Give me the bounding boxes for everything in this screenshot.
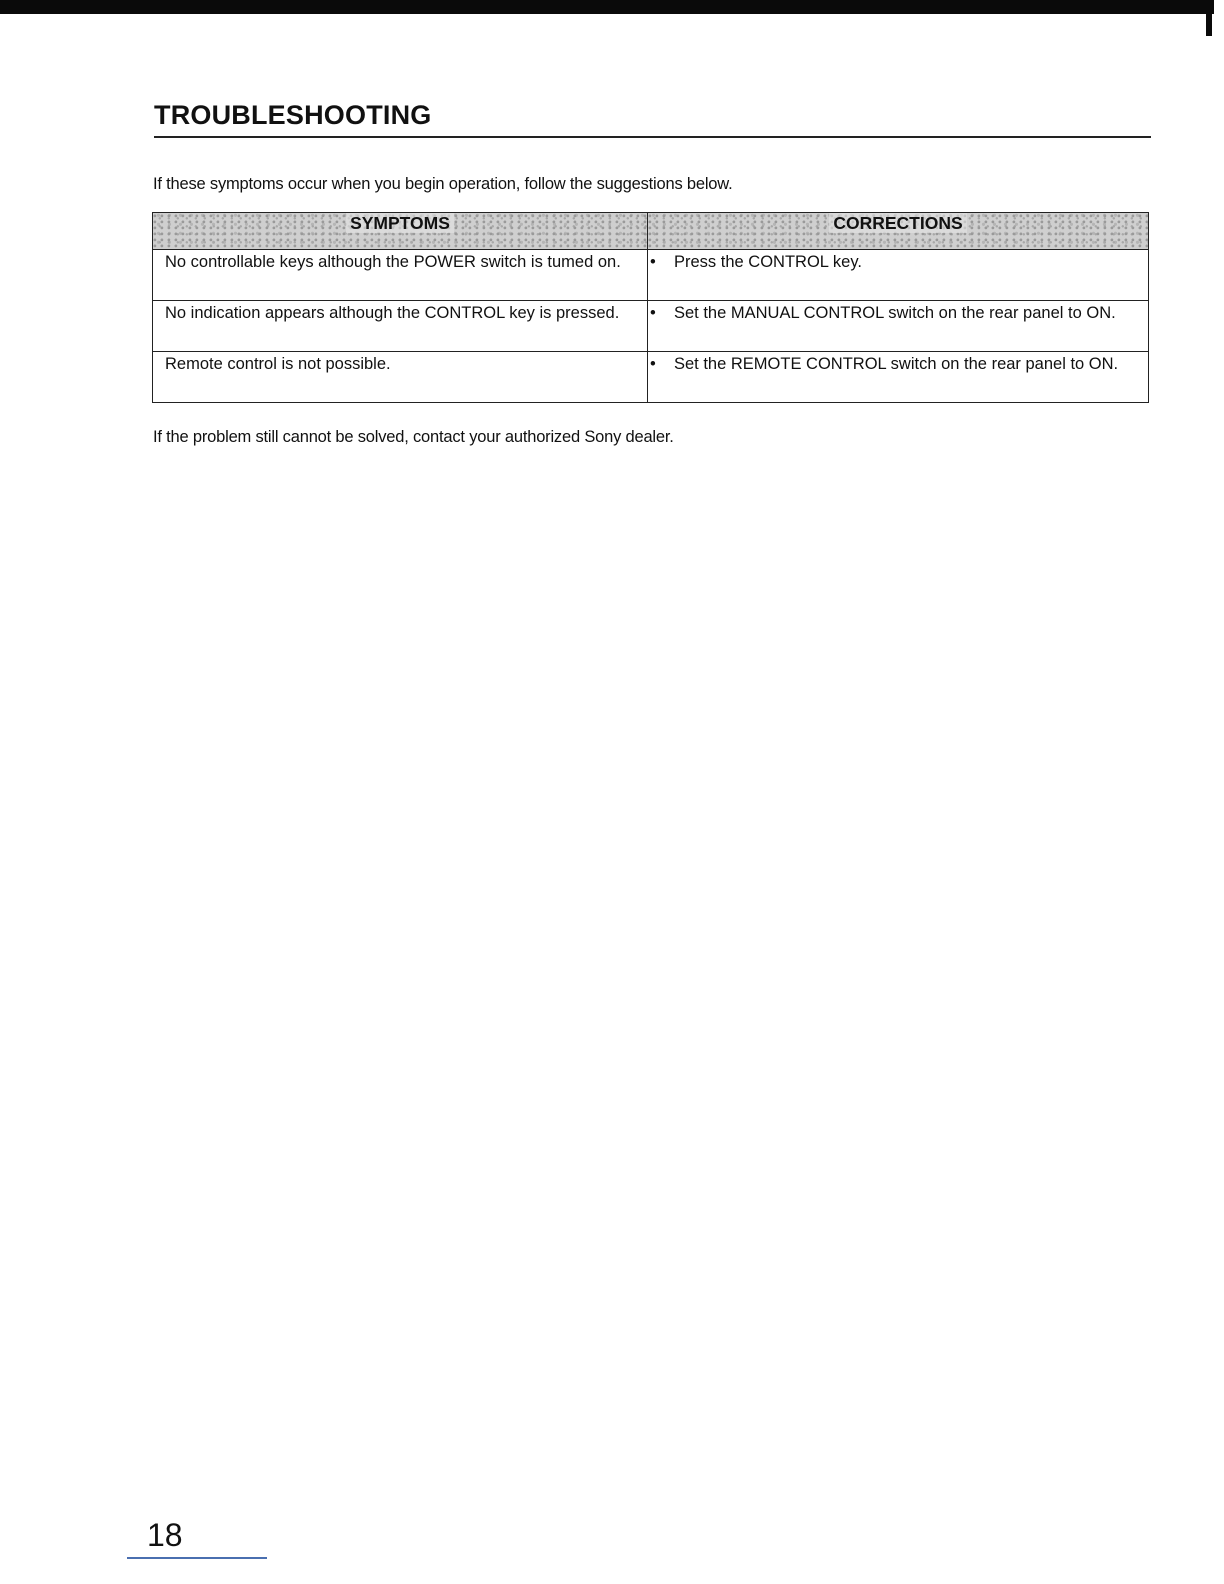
correction-cell: • Set the REMOTE CONTROL switch on the rear panel to ON. — [648, 352, 1149, 403]
troubleshooting-table — [152, 212, 1149, 403]
table-header-row — [153, 213, 1149, 250]
symptom-cell: Remote control is not possible. — [153, 352, 648, 403]
table-row — [153, 250, 1149, 301]
correction-cell: • Press the CONTROL key. — [648, 250, 1149, 301]
table-row — [153, 301, 1149, 352]
bullet-icon: • — [650, 304, 656, 322]
bullet-icon: • — [650, 253, 656, 271]
title-underline — [154, 136, 1151, 138]
top-border-rule — [0, 0, 1214, 14]
symptom-cell: No indication appears although the CONTROL key is pressed. — [153, 301, 648, 352]
corrections-header: CORRECTIONS — [648, 213, 1149, 250]
top-border-corner — [1206, 14, 1212, 36]
symptoms-header: SYMPTOMS — [153, 213, 648, 250]
symptom-cell: No controllable keys although the POWER switch is tumed on. — [153, 250, 648, 301]
page-number: 18 — [147, 1517, 183, 1553]
correction-cell: • Set the MANUAL CONTROL switch on the rear panel to ON. — [648, 301, 1149, 352]
table-row — [153, 352, 1149, 403]
bullet-icon: • — [650, 355, 656, 373]
page-title: TROUBLESHOOTING — [154, 100, 432, 130]
page-number-rule — [127, 1557, 267, 1559]
intro-text: If these symptoms occur when you begin operation, follow the suggestions below. — [153, 175, 733, 193]
closing-text: If the problem still cannot be solved, contact your authorized Sony dealer. — [153, 428, 674, 446]
